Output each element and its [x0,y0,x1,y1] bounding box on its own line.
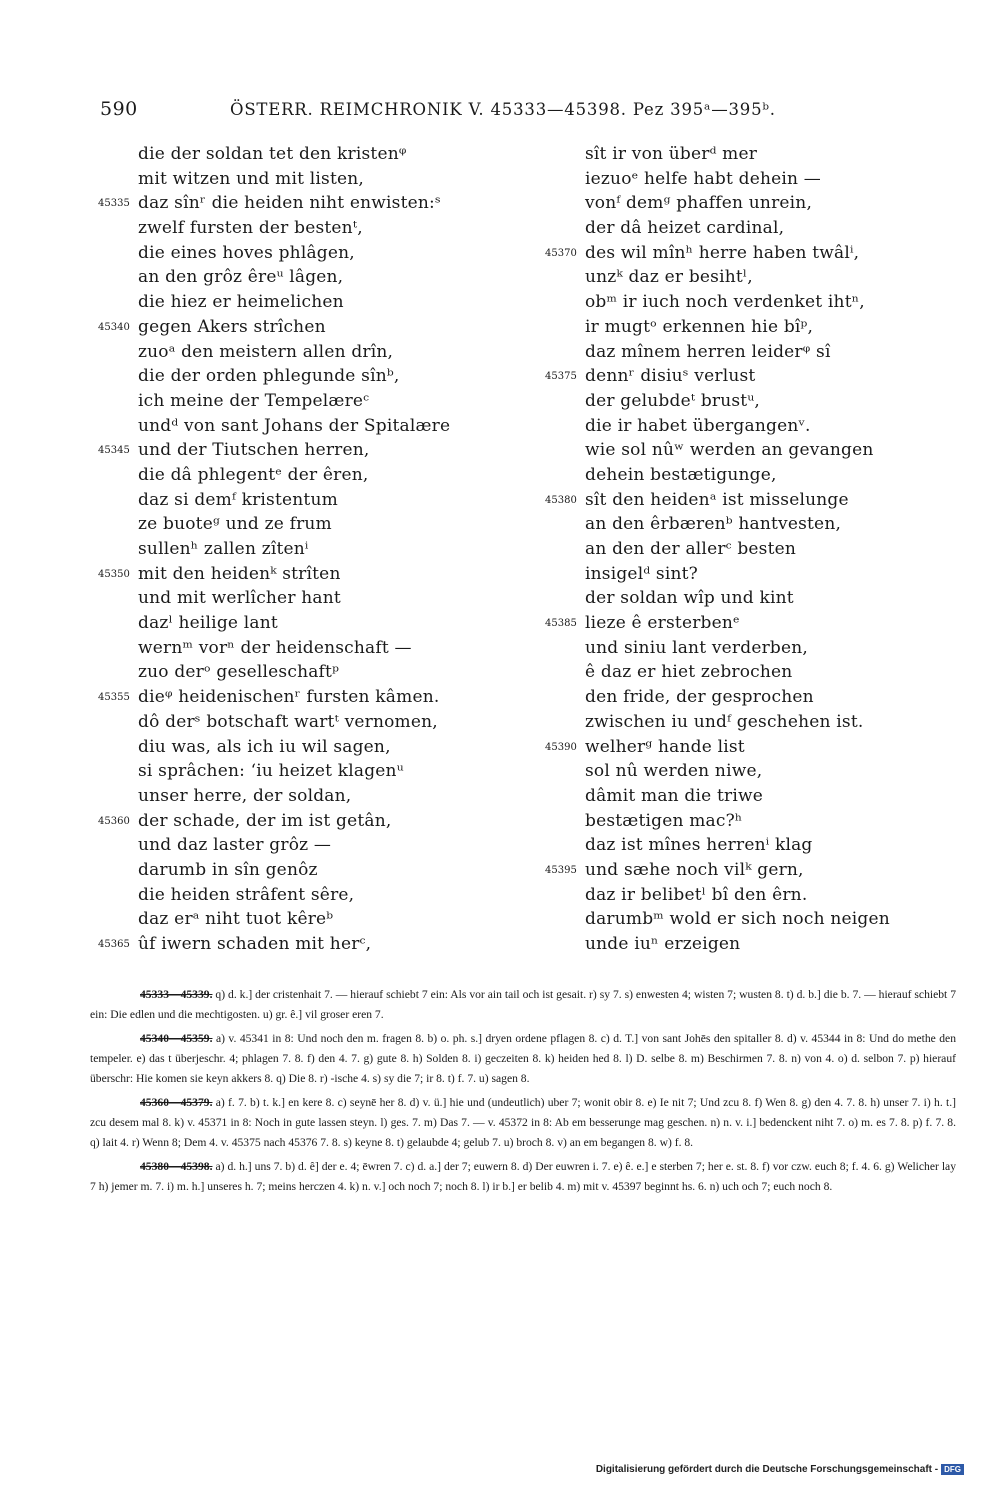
verse-line [98,809,508,834]
verse-line [545,784,955,809]
verse-line [98,340,508,365]
verse-line [545,932,955,957]
note-text: a) f. 7. b) t. k.] en kere 8. c) seynē her 8. d) v. ü.] hie und (undeutlich) uber 7; wonit obir 8. e) Ie nit 7; Und zcu 8. f) Wen 8. g) den 4. 7. 8. h) unser 7. i) h. t.] zcu desem mal 8. k) v. 45371 in 8: Noch in gute lassen steyn. l) ges. 7. m) Das 7. — v. 45372 in 8: Ab em besserunge mag geschen. n) n. v. i.] bedenckent niht 7. o) m. es 7. 8. p) f. 7. 8. q) lait 4. r) Wenn 8; Dem 4. v. 45375 nach 45376 7. 8. s) keyne 8. t) gelaubde 4; gelub 7. u) broch 8. v) an em begangen 8. w) f. 8. [90,1096,956,1149]
verse-line [98,488,508,513]
verse-text: iezuoᵉ helfe habt dehein — [585,168,821,189]
note-range: 45340—45359. [140,1032,213,1045]
verse-line [545,611,955,636]
verse-line [545,265,955,290]
verse-line [98,784,508,809]
verse-text: zwelf fursten der bestenᵗ, [138,218,363,239]
verse-text: die der orden phlegunde sînᵇ, [138,366,400,387]
verse-line [545,685,955,710]
verse-line [98,191,508,216]
verse-text: mit den heidenᵏ strîten [138,563,341,584]
page-number: 590 [100,98,138,120]
verse-text: si sprâchen: ‘iu heizet klagenᵘ [138,761,404,782]
verse-text: und sæhe noch vilᵏ gern, [585,859,804,880]
verse-text: die heiden strâfent sêre, [138,884,355,905]
verse-text: der dâ heizet cardinal, [585,218,785,239]
verse-text: daz mînem herren leiderᵠ sî [585,341,831,362]
running-title: ÖSTERR. REIMCHRONIK V. 45333—45398. Pez 395ᵃ—395ᵇ. [230,100,776,119]
verse-text: gegen Akers strîchen [138,316,326,337]
verse-line [545,660,955,685]
verse-text: daz si demᶠ kristentum [138,489,338,510]
verse-line [545,315,955,340]
verse-line [98,735,508,760]
verse-line [545,833,955,858]
line-number: 45360 [98,815,130,827]
verse-line [545,710,955,735]
verse-text: dehein bestætigunge, [585,464,777,485]
verse-text: ir mugtᵒ erkennen hie bîᵖ, [585,316,814,337]
verse-line [98,537,508,562]
verse-line [98,265,508,290]
verse-line [98,562,508,587]
verse-line [545,488,955,513]
note-block [90,985,956,1025]
verse-line [545,438,955,463]
verse-line [545,907,955,932]
line-number: 45380 [545,494,577,506]
verse-line [98,414,508,439]
right-verse-column [545,142,955,957]
verse-line [98,883,508,908]
note-text: q) d. k.] der cristenhait 7. — hierauf schiebt 7 ein: Als vor ain tail och ist gesait. r) sy 7. s) enwesten 4; wisten 7; wusten 8. t) d. b.] die b. 7. — hierauf schiebt 7 ein: Die edlen und die mechtigosten. u) gr. ê.] vil groser eren 7. [90,988,957,1021]
verse-line [545,216,955,241]
verse-line [545,858,955,883]
verse-text: ûf iwern schaden mit herᶜ, [138,934,372,954]
verse-line [545,389,955,414]
verse-text: insigelᵈ sint? [585,563,698,584]
critical-apparatus [90,985,956,1201]
verse-text: sol nû werden niwe, [585,761,763,782]
verse-line [98,216,508,241]
verse-text: unzᵏ daz er besihtˡ, [585,267,753,288]
line-number: 45370 [545,247,577,259]
verse-text: undᵈ von sant Johans der Spitalære [138,415,451,436]
verse-line [98,463,508,488]
verse-line [545,735,955,760]
verse-line [545,537,955,562]
verse-text: daz ir belibetˡ bî den êrn. [585,884,808,905]
verse-text: wie sol nûʷ werden an gevangen [585,440,874,461]
verse-line [545,562,955,587]
verse-text: darumbᵐ wold er sich noch neigen [585,909,890,930]
verse-line [545,290,955,315]
verse-text: und der Tiutschen herren, [138,440,370,461]
verse-text: zuo derᵒ geselleschaftᵖ [138,662,340,683]
verse-text: dazˡ heilige lant [138,613,278,634]
note-text: a) d. h.] uns 7. b) d. ê] der e. 4; ēwren 7. c) d. a.] der 7; euwern 8. d) Der euwren i. 7. e) ê. e.] e sterben 7; her e. st. 8. f) vor czw. euch 8; f. 4. 6. g) Welicher lay 7 h) jemer m. 7. i) m. h.] unseres h. 7; meins herczen 4. k) n. v.] och noch 7; noch 8. l) ir b.] er belib 4. m) mit v. 45397 beginnt hs. 6. n) uch och 7; euch noch 8. [90,1160,956,1193]
verse-text: die ir habet übergangenᵛ. [585,415,811,436]
verse-line [545,191,955,216]
verse-text: des wil mînʰ herre haben twâlⁱ, [585,242,860,263]
verse-line [545,364,955,389]
verse-text: die der soldan tet den kristenᵠ [138,144,407,164]
verse-line [98,586,508,611]
verse-line [98,167,508,192]
verse-text: sullenʰ zallen zîtenⁱ [138,539,309,559]
dfg-footer [596,1464,964,1475]
verse-text: diu was, als ich iu wil sagen, [138,736,391,757]
verse-text: sît ir von überᵈ mer [585,144,758,164]
verse-line [545,167,955,192]
verse-text: ê daz er hiet zebrochen [585,662,793,683]
line-number: 45390 [545,741,577,753]
verse-line [98,315,508,340]
line-number: 45375 [545,371,577,383]
verse-text: die eines hoves phlâgen, [138,242,355,263]
verse-text: dennʳ disiuˢ verlust [585,366,756,387]
verse-line [98,685,508,710]
line-number: 45350 [98,568,130,580]
verse-text: ze buoteᵍ und ze frum [138,514,332,535]
note-block [90,1029,956,1089]
verse-text: mit witzen und mit listen, [138,168,365,189]
verse-line [545,636,955,661]
line-number: 45345 [98,445,130,457]
verse-text: obᵐ ir iuch noch verdenket ihtⁿ, [585,292,865,313]
verse-line [545,414,955,439]
verse-text: und mit werlîcher hant [138,588,341,609]
note-block [90,1093,956,1153]
verse-line [545,340,955,365]
verse-text: dieᵠ heidenischenʳ fursten kâmen. [138,687,440,708]
verse-text: an den grôz êreᵘ lâgen, [138,267,344,288]
verse-text: zwischen iu undᶠ geschehen ist. [585,711,864,732]
verse-line [98,611,508,636]
note-range: 45380—45398. [140,1160,213,1173]
line-number: 45385 [545,618,577,630]
verse-text: dô derˢ botschaft wartᵗ vernomen, [138,711,438,732]
note-block [90,1157,956,1197]
verse-line [98,759,508,784]
verse-line [98,290,508,315]
verse-text: zuoᵃ den meistern allen drîn, [138,341,394,362]
left-verse-column [98,142,508,957]
verse-line [545,512,955,537]
line-number: 45335 [98,198,130,210]
footer-text: Digitalisierung gefördert durch die Deutsche Forschungsgemeinschaft - [595,1464,939,1476]
verse-line [98,858,508,883]
verse-line [98,512,508,537]
verse-text: daz sînʳ die heiden niht enwisten:ˢ [138,193,441,214]
verse-text: der gelubdeᵗ brustᵘ, [585,390,760,411]
verse-line [98,241,508,266]
note-text: a) v. 45341 in 8: Und noch den m. fragen 8. b) o. ph. s.] dryen ordene pflagen 8. c) d. T.] von sant Johēs den spitaller 8. d) v. 45344 in 8: Und do methe den tempeler. e) das t überjeschr. 4; phlagen 7. 8. f) den 4. 7. g) gute 8. h) Solden 8. i) geczeiten 8. k) heiden hed 8. l) D. selbe 8. m) Beschirmen 7. 8. n) von 4. o) d. selbon 7. p) hierauf überschr: Hie komen sie keyn akkers 8. q) Die 8. r) -ische 4. s) sy die 7; ir 8. t) f. 7. u) sagen 8. [90,1032,956,1085]
verse-line [545,241,955,266]
dfg-logo: DFG [941,1464,964,1475]
page-header [100,98,820,128]
verse-line [545,759,955,784]
verse-text: unde iuⁿ erzeigen [585,934,741,954]
verse-line [98,932,508,957]
verse-text: an den êrbærenᵇ hantvesten, [585,514,842,535]
verse-text: unser herre, der soldan, [138,785,352,806]
verse-text: der soldan wîp und kint [585,588,794,609]
verse-line [545,463,955,488]
verse-line [98,636,508,661]
verse-text: wernᵐ vorⁿ der heidenschaft — [138,637,412,658]
note-range: 45333—45339. [140,988,213,1001]
line-number: 45355 [98,692,130,704]
verse-text: daz ist mînes herrenⁱ klag [585,835,813,856]
verse-text: den fride, der gesprochen [585,687,814,708]
verse-line [98,710,508,735]
verse-line [98,907,508,932]
line-number: 45365 [98,939,130,950]
verse-text: darumb in sîn genôz [138,859,318,880]
verse-text: ich meine der Tempelærеᶜ [138,390,370,411]
note-range: 45360—45379. [140,1096,213,1109]
verse-text: lieze ê ersterbenᵉ [585,613,740,634]
verse-line [545,809,955,834]
verse-text: die hiez er heimelichen [138,292,344,313]
verse-text: bestætigen mac?ʰ [585,810,743,831]
verse-text: dâmit man die triwe [585,785,764,806]
verse-text: die dâ phlegentᵉ der êren, [138,464,369,485]
verse-line [545,586,955,611]
verse-line [545,883,955,908]
verse-line [545,142,955,167]
line-number: 45395 [545,864,577,876]
verse-text: welherᵍ hande list [585,736,745,757]
verse-text: vonᶠ demᵍ phaffen unrein, [585,193,813,214]
verse-text: sît den heidenᵃ ist misselunge [585,489,849,510]
verse-text: und daz laster grôz — [138,835,332,856]
verse-text: der schade, der im ist getân, [138,810,392,831]
verse-line [98,833,508,858]
verse-line [98,389,508,414]
line-number: 45340 [98,321,130,333]
verse-text: daz erᵃ niht tuot kêreᵇ [138,909,334,930]
verse-line [98,660,508,685]
verse-text: an den der allerᶜ besten [585,539,797,559]
verse-text: und siniu lant verderben, [585,637,808,658]
verse-line [98,364,508,389]
verse-line [98,142,508,167]
verse-line [98,438,508,463]
